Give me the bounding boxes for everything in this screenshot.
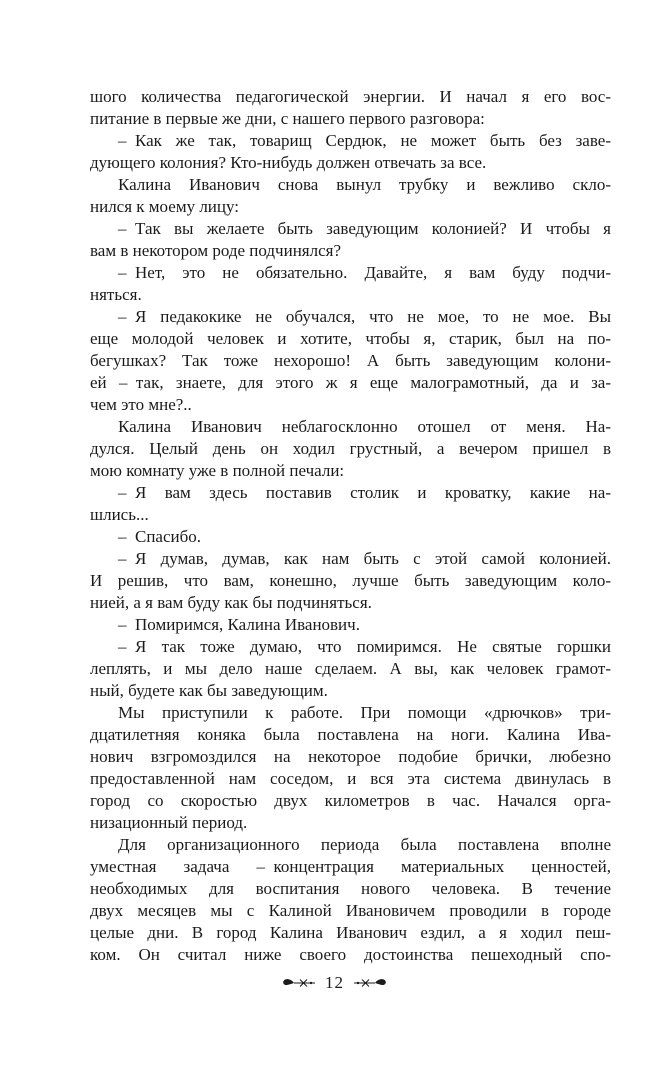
text-line: Калина Иванович снова вынул трубку и вежливо скло- xyxy=(118,175,611,194)
text-line: – Спасибо. xyxy=(118,527,202,546)
text-line: дцатилетняя коняка была поставлена на ноги. Калина Ива- xyxy=(90,725,611,744)
page-footer xyxy=(0,973,669,993)
text-line: город со скоростью двух километров в час. Начался орга- xyxy=(90,791,611,810)
text-line: – Как же так, товарищ Сердюк, не может быть без заве- xyxy=(118,131,611,150)
text-line: няться. xyxy=(90,285,142,304)
text-line: Для организационного периода была поставлена вполне xyxy=(118,835,611,854)
text-line: мою комнату уже в полной печали: xyxy=(90,461,345,480)
text-line: предоставленной нам соседом, и вся эта система двинулась в xyxy=(90,769,611,788)
text-line: Калина Иванович неблагосклонно отошел от меня. На- xyxy=(118,417,611,436)
text-line: еще молодой человек и хотите, чтобы я, старик, был на по- xyxy=(90,329,611,348)
text-line: нился к моему лицу: xyxy=(90,197,239,216)
text-line: необходимых для воспитания нового человека. В течение xyxy=(90,879,611,898)
text-line: низационный период. xyxy=(90,813,248,832)
footer-ornament-left-icon xyxy=(282,977,316,989)
text-line: ей – так, знаете, для этого ж я еще малограмотный, да и за- xyxy=(90,373,611,392)
text-line: ком. Он считал ниже своего достоинства пешеходный спо- xyxy=(90,945,611,964)
text-line: – Я педакокике не обучался, что не мое, то не мое. Вы xyxy=(118,307,611,326)
text-line: нией, а я вам буду как бы подчиняться. xyxy=(90,593,372,612)
text-line: – Я так тоже думаю, что помиримся. Не святые горшки xyxy=(118,637,611,656)
text-line: вам в некотором роде подчинялся? xyxy=(90,241,342,260)
text-line: Мы приступили к работе. При помощи «дрючков» три- xyxy=(118,703,611,722)
text-line: шлись... xyxy=(90,505,149,524)
text-line: питание в первые же дни, с нашего первого разговора: xyxy=(90,109,485,128)
text-line: дулся. Целый день он ходил грустный, а вечером пришел в xyxy=(90,439,611,458)
text-line: бегушках? Так тоже нехорошо! А быть заведующим колони- xyxy=(90,351,611,370)
text-line: шого количества педагогической энергии. И начал я его вос- xyxy=(90,87,611,106)
text-line: уместная задача – концентрация материальных ценностей, xyxy=(90,857,611,876)
text-line: ный, будете как бы заведующим. xyxy=(90,681,328,700)
text-line: леплять, и мы дело наше сделаем. А вы, как человек грамот- xyxy=(90,659,611,678)
text-line: нович взгромоздился на некоторое подобие брички, любезно xyxy=(90,747,611,766)
text-line: – Помиримся, Калина Иванович. xyxy=(118,615,360,634)
text-line: – Я думав, думав, как нам быть с этой самой колонией. xyxy=(118,549,611,568)
text-line: И решив, что вам, конешно, лучше быть заведующим коло- xyxy=(90,571,611,590)
text-line: дующего колония? Кто-нибудь должен отвечать за все. xyxy=(90,153,487,172)
text-line: – Я вам здесь поставив столик и кроватку, какие на- xyxy=(118,483,611,502)
page-text xyxy=(90,86,611,966)
text-line: двух месяцев мы с Калиной Ивановичем проводили в городе xyxy=(90,901,611,920)
text-line: чем это мне?.. xyxy=(90,395,192,414)
footer-ornament-right-icon xyxy=(353,977,387,989)
text-line: целые дни. В город Калина Иванович ездил, а я ходил пеш- xyxy=(90,923,611,942)
page-number: 12 xyxy=(325,973,344,992)
text-line: – Нет, это не обязательно. Давайте, я вам буду подчи- xyxy=(118,263,611,282)
text-line: – Так вы желаете быть заведующим колонией? И чтобы я xyxy=(118,219,611,238)
